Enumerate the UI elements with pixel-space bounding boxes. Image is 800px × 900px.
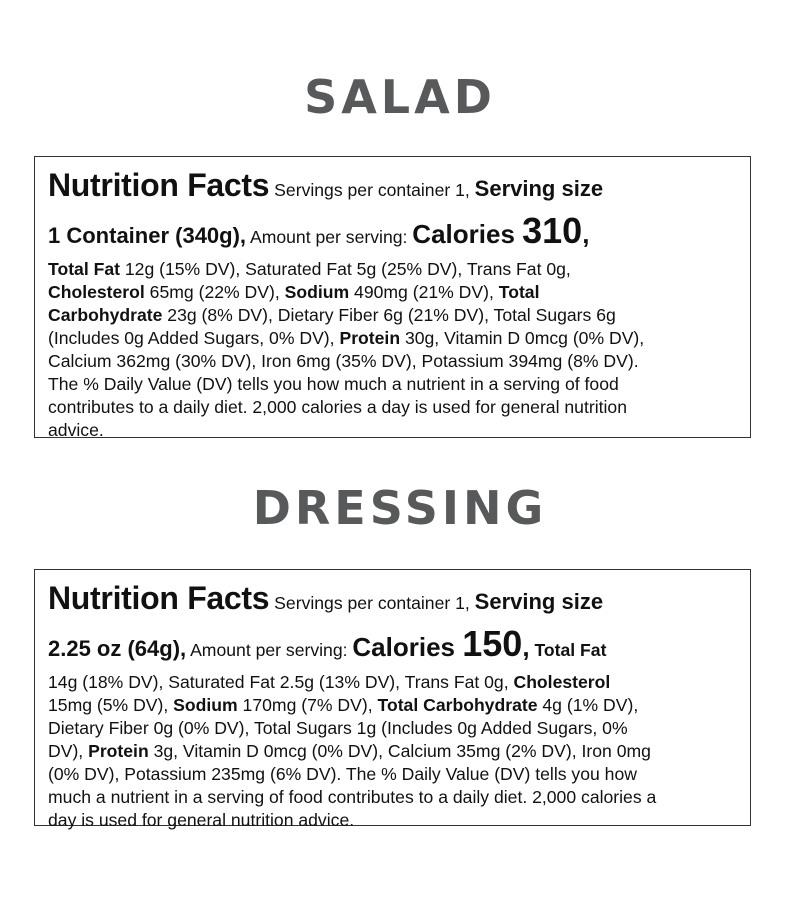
- dressing-sodium-label: Sodium: [173, 695, 238, 715]
- salad-servings: Servings per container 1,: [269, 180, 475, 200]
- dressing-heading: DRESSING: [252, 481, 548, 535]
- salad-total-fat-label: Total Fat: [48, 259, 120, 279]
- dressing-protein-line: [48, 740, 750, 763]
- salad-cholesterol-label: Cholesterol: [48, 282, 145, 302]
- dressing-nutrition-panel: [34, 569, 751, 830]
- salad-protein: 30g, Vitamin D 0mcg (0% DV),: [400, 328, 645, 348]
- dressing-sodium: 170mg (7% DV),: [237, 695, 378, 715]
- salad-amount-label: Amount per serving:: [246, 227, 413, 247]
- dressing-carb-label: Total Carbohydrate: [377, 695, 538, 715]
- salad-carb-line: [48, 304, 750, 327]
- salad-nutrition-panel: [34, 156, 751, 438]
- dressing-fat-line: [48, 671, 750, 694]
- salad-minerals-line: Calcium 362mg (30% DV), Iron 6mg (35% DV), Potassium 394mg (8% DV).: [48, 351, 639, 371]
- dressing-calories-comma: ,: [522, 632, 530, 662]
- salad-sugars: (Includes 0g Added Sugars, 0% DV),: [48, 328, 340, 348]
- salad-total-fat: 12g (15% DV), Saturated Fat 5g (25% DV), Trans Fat 0g,: [120, 259, 571, 279]
- salad-dv-note-3: advice.: [48, 420, 104, 440]
- salad-protein-label: Protein: [339, 328, 401, 348]
- salad-cholesterol-line: [48, 281, 750, 304]
- dressing-protein: 3g, Vitamin D 0mcg (0% DV), Calcium 35mg (2% DV), Iron 0mg: [148, 741, 651, 761]
- dressing-dv-note-2: day is used for general nutrition advice.: [48, 810, 355, 830]
- salad-title-line: [48, 165, 750, 210]
- dressing-nutrition-title: Nutrition Facts: [48, 580, 270, 616]
- dressing-serving-size-value: 2.25 oz (64g),: [48, 636, 187, 661]
- dressing-total-fat: 14g (18% DV), Saturated Fat 2.5g (13% DV), Trans Fat 0g,: [48, 672, 514, 692]
- salad-nutrition-title: Nutrition Facts: [48, 167, 270, 203]
- salad-fat-line: [48, 258, 750, 281]
- salad-carb-label-1: Total: [498, 282, 540, 302]
- dressing-protein-label: Protein: [88, 741, 149, 761]
- dressing-amount-label: Amount per serving:: [186, 640, 353, 660]
- salad-cholesterol: 65mg (22% DV),: [144, 282, 285, 302]
- dressing-total-fat-label: Total Fat: [534, 640, 607, 660]
- dressing-dv-note-1: much a nutrient in a serving of food contributes to a daily diet. 2,000 calories a: [48, 787, 657, 807]
- dressing-calories-line: [48, 623, 750, 671]
- salad-sodium-label: Sodium: [284, 282, 350, 302]
- salad-sodium: 490mg (21% DV),: [349, 282, 499, 302]
- salad-calories-label: Calories: [412, 219, 523, 249]
- salad-heading: SALAD: [304, 70, 496, 124]
- salad-calories-line: [48, 210, 750, 258]
- salad-dv-note-1: The % Daily Value (DV) tells you how much a nutrient in a serving of food: [48, 374, 619, 394]
- dressing-serving-size-label: Serving size: [474, 589, 604, 614]
- dressing-cholesterol-line: [48, 694, 750, 717]
- salad-carb-label-2: Carbohydrate: [48, 305, 163, 325]
- dressing-title-line: [48, 578, 750, 623]
- salad-serving-size-value: 1 Container (340g),: [48, 223, 247, 248]
- dressing-cholesterol: 15mg (5% DV),: [48, 695, 174, 715]
- salad-calories-value: 310: [522, 210, 583, 251]
- dressing-servings: Servings per container 1,: [269, 593, 475, 613]
- dressing-calories-label: Calories: [352, 632, 463, 662]
- dressing-carb: 4g (1% DV),: [537, 695, 639, 715]
- dressing-cholesterol-label: Cholesterol: [513, 672, 611, 692]
- dressing-fiber-line: Dietary Fiber 0g (0% DV), Total Sugars 1g (Includes 0g Added Sugars, 0%: [48, 718, 628, 738]
- dressing-dv-pre: DV),: [48, 741, 89, 761]
- salad-dv-note-2: contributes to a daily diet. 2,000 calories a day is used for general nutrition: [48, 397, 627, 417]
- salad-carb: 23g (8% DV), Dietary Fiber 6g (21% DV), Total Sugars 6g: [162, 305, 616, 325]
- salad-serving-size-label: Serving size: [474, 176, 604, 201]
- salad-sugars-line: [48, 327, 750, 350]
- salad-calories-comma: ,: [582, 219, 590, 249]
- dressing-calories-value: 150: [462, 623, 523, 664]
- dressing-minerals-line: (0% DV), Potassium 235mg (6% DV). The % Daily Value (DV) tells you how: [48, 764, 637, 784]
